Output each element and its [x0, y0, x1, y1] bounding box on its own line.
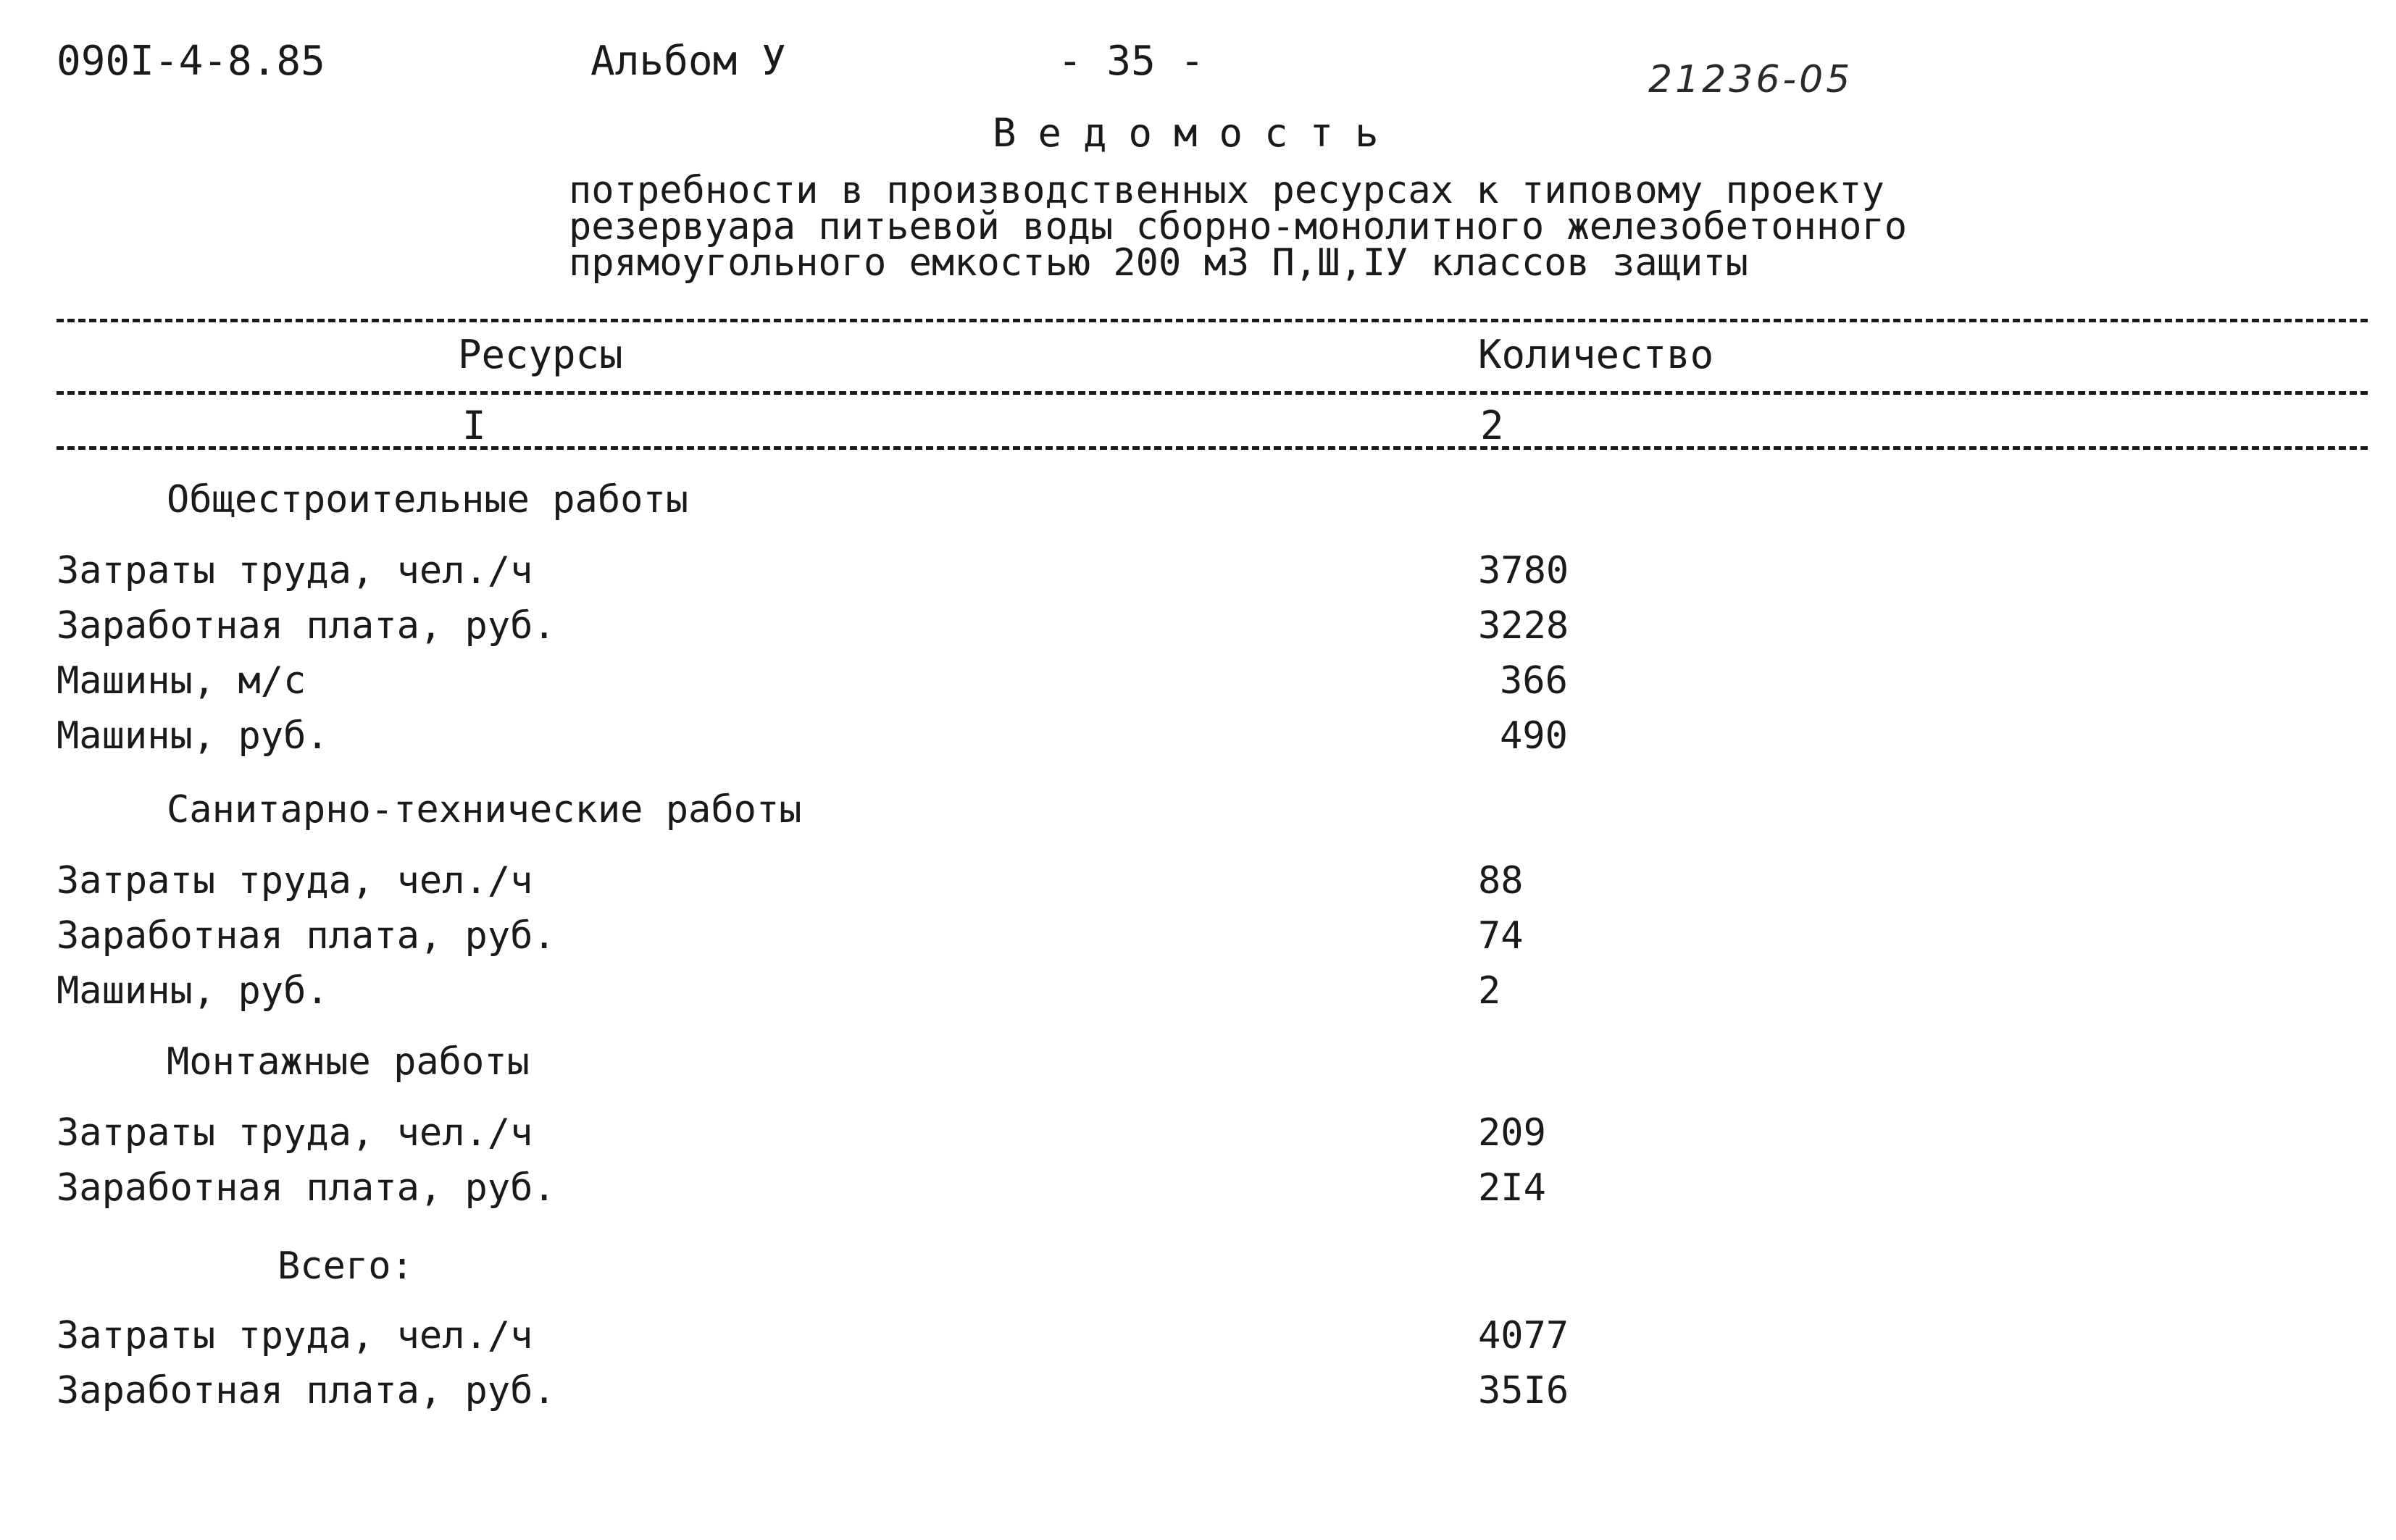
- row-value: 4077: [1478, 1314, 1569, 1357]
- row-value: 74: [1478, 914, 1524, 958]
- row-label: Машины, руб.: [57, 969, 329, 1013]
- page-number: - 35 -: [1058, 38, 1205, 85]
- subtitle-line-2: резервуара питьевой воды сборно-монолитного железобетонного: [569, 205, 1908, 248]
- row-value: 2: [1478, 969, 1501, 1013]
- row-label: Затраты труда, чел./ч: [57, 1111, 533, 1155]
- subtitle-line-1: потребности в производственных ресурсах к типовому проекту: [569, 169, 1884, 212]
- table-rule-middle: [57, 391, 2368, 395]
- row-value: 209: [1478, 1111, 1546, 1155]
- column-header-resources: Ресурсы: [458, 332, 623, 377]
- row-value: 3780: [1478, 549, 1569, 593]
- row-value: 2I4: [1478, 1166, 1546, 1210]
- row-value: 35I6: [1478, 1369, 1569, 1413]
- row-label: Машины, м/с: [57, 659, 306, 703]
- row-label: Затраты труда, чел./ч: [57, 549, 533, 593]
- column-header-quantity: Количество: [1478, 332, 1714, 377]
- section-title: Санитарно-технические работы: [167, 788, 802, 832]
- row-label: Заработная плата, руб.: [57, 1166, 556, 1210]
- row-value: 3228: [1478, 604, 1569, 648]
- totals-title: Всего:: [277, 1244, 414, 1288]
- row-value: 490: [1500, 714, 1568, 758]
- album-label: Альбом У: [590, 38, 786, 85]
- subtitle-line-3: прямоугольного емкостью 200 м3 П,Ш,IУ классов защиты: [569, 241, 1748, 285]
- table-rule-bottom: [57, 446, 2368, 450]
- table-rule-top: [57, 319, 2368, 322]
- document-code: 090I-4-8.85: [57, 38, 325, 85]
- row-value: 366: [1500, 659, 1568, 703]
- row-label: Затраты труда, чел./ч: [57, 1314, 533, 1357]
- row-label: Заработная плата, руб.: [57, 914, 556, 958]
- inventory-stamp: 21236-05: [1648, 58, 1853, 101]
- row-value: 88: [1478, 859, 1524, 903]
- page-title: Ведомость: [993, 110, 1401, 156]
- section-title: Монтажные работы: [167, 1040, 530, 1084]
- section-title: Общестроительные работы: [167, 478, 689, 522]
- row-label: Затраты труда, чел./ч: [57, 859, 533, 903]
- column-number-1: I: [462, 403, 486, 448]
- column-number-2: 2: [1480, 403, 1504, 448]
- row-label: Машины, руб.: [57, 714, 329, 758]
- row-label: Заработная плата, руб.: [57, 1369, 556, 1413]
- row-label: Заработная плата, руб.: [57, 604, 556, 648]
